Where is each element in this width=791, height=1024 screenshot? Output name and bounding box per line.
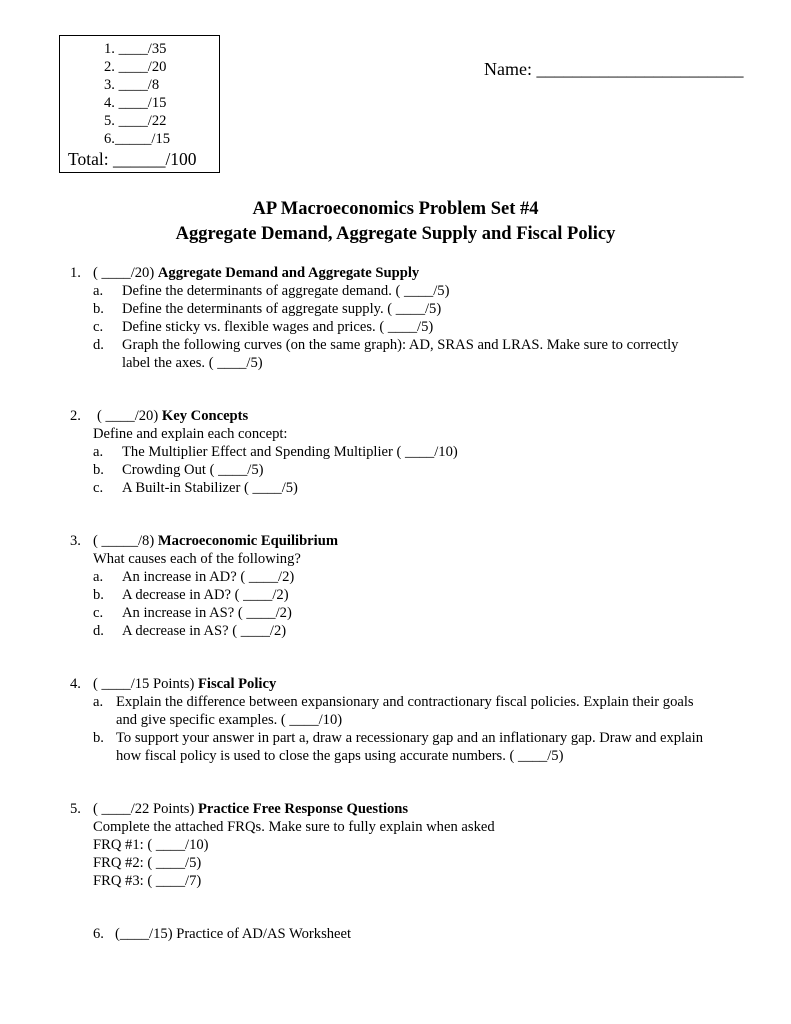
item-letter: d. (93, 337, 104, 353)
score-row: 5. ____/22 (104, 113, 167, 129)
item-text: Define sticky vs. flexible wages and prices. ( ____/5) (122, 319, 434, 335)
frq-line: FRQ #1: ( ____/10) (93, 837, 209, 853)
score-row: 3. ____/8 (104, 77, 160, 93)
item-text: An increase in AD? ( ____/2) (122, 569, 295, 585)
score-row: 4. ____/15 (104, 95, 167, 111)
item-letter: b. (93, 462, 104, 478)
score-row: 1. ____/35 (104, 41, 167, 57)
section-heading: Macroeconomic Equilibrium (157, 533, 338, 549)
section-heading: Fiscal Policy (198, 676, 277, 692)
item-text-continued: how fiscal policy is used to close the gaps using accurate numbers. ( ____/5) (116, 748, 564, 764)
item-text: Crowding Out ( ____/5) (122, 462, 264, 478)
item-text: A Built-in Stabilizer ( ____/5) (122, 480, 298, 496)
section-number: 6. (93, 926, 104, 942)
section-score: ( _____/8) (93, 533, 155, 549)
item-letter: b. (93, 587, 104, 603)
name-field[interactable]: Name: _______________________ (484, 59, 744, 79)
item-text: The Multiplier Effect and Spending Multiplier ( ____/10) (122, 444, 458, 460)
section-header (93, 532, 338, 550)
score-total: Total: ______/100 (68, 149, 197, 169)
section-score: ( ____/15 Points) (93, 676, 195, 692)
item-text-continued: and give specific examples. ( ____/10) (116, 712, 343, 728)
item-letter: b. (93, 301, 104, 317)
section-score: ( ____/20) (93, 265, 155, 281)
item-letter: c. (93, 605, 104, 621)
item-text: Graph the following curves (on the same graph): AD, SRAS and LRAS. Make sure to correctly (122, 337, 679, 353)
section-intro: What causes each of the following? (93, 551, 301, 567)
section-number: 2. (70, 408, 81, 424)
section-heading: Aggregate Demand and Aggregate Supply (157, 265, 420, 281)
item-letter: a. (93, 283, 104, 299)
item-letter: a. (93, 569, 104, 585)
section-header (97, 407, 248, 425)
item-text: To support your answer in part a, draw a recessionary gap and an inflationary gap. Draw and explain (116, 730, 703, 746)
section-number: 5. (70, 801, 81, 817)
item-letter: c. (93, 480, 104, 496)
page-title: AP Macroeconomics Problem Set #4 (252, 199, 539, 219)
item-letter: a. (93, 444, 104, 460)
item-text: A decrease in AD? ( ____/2) (122, 587, 289, 603)
score-row: 6._____/15 (104, 131, 171, 147)
section-text: (____/15) Practice of AD/AS Worksheet (115, 926, 352, 942)
section-heading: Key Concepts (161, 408, 249, 424)
section-number: 1. (70, 265, 81, 281)
section-header (93, 675, 276, 693)
section-score: ( ____/22 Points) (93, 801, 195, 817)
section-number: 4. (70, 676, 81, 692)
item-letter: c. (93, 319, 104, 335)
frq-line: FRQ #3: ( ____/7) (93, 873, 202, 889)
score-row: 2. ____/20 (104, 59, 167, 75)
section-intro: Define and explain each concept: (93, 426, 288, 442)
item-text: An increase in AS? ( ____/2) (122, 605, 292, 621)
score-box (59, 35, 220, 173)
item-text-continued: label the axes. ( ____/5) (122, 355, 263, 371)
page-subtitle: Aggregate Demand, Aggregate Supply and Fiscal Policy (175, 224, 616, 244)
item-text: A decrease in AS? ( ____/2) (122, 623, 287, 639)
item-text: Define the determinants of aggregate demand. ( ____/5) (122, 283, 450, 299)
item-text: Explain the difference between expansionary and contractionary fiscal policies. Explain their goals (116, 694, 694, 710)
item-text: Define the determinants of aggregate supply. ( ____/5) (122, 301, 442, 317)
section-intro: Complete the attached FRQs. Make sure to fully explain when asked (93, 819, 495, 835)
section-score: ( ____/20) (97, 408, 159, 424)
section-header (93, 264, 419, 282)
item-letter: d. (93, 623, 104, 639)
section-number: 3. (70, 533, 81, 549)
section-header (93, 800, 408, 818)
section-heading: Practice Free Response Questions (198, 801, 409, 817)
item-letter: a. (93, 694, 104, 710)
item-letter: b. (93, 730, 104, 746)
frq-line: FRQ #2: ( ____/5) (93, 855, 202, 871)
